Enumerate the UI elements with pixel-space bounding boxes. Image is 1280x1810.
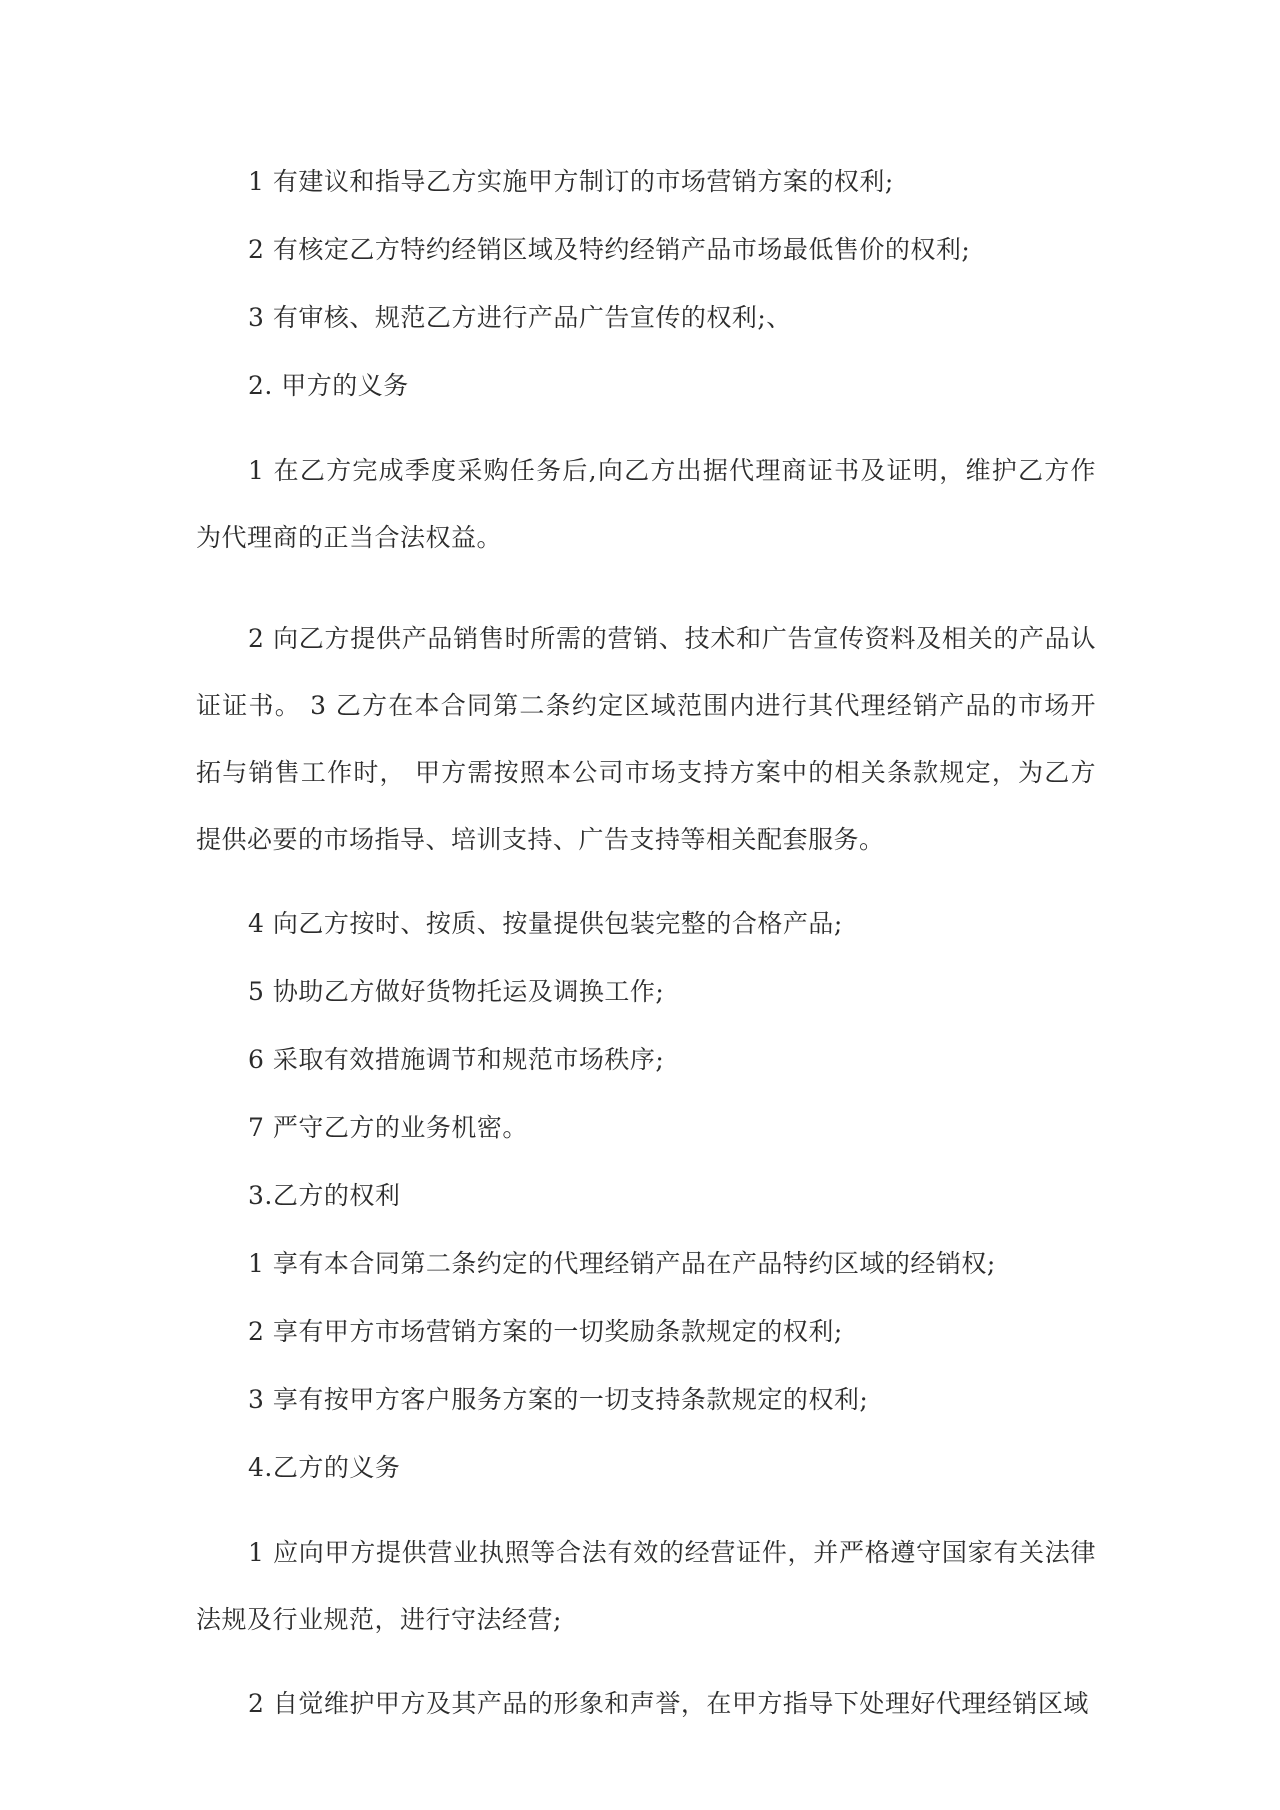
paragraph-party-b-right-3: 3 享有按甲方客户服务方案的一切支持条款规定的权利; — [248, 1385, 869, 1414]
paragraph-party-a-obligation-7: 7 严守乙方的业务机密。 — [248, 1113, 528, 1142]
paragraph-party-a-obligation-6: 6 采取有效措施调节和规范市场秩序; — [248, 1045, 665, 1074]
paragraph-party-a-obligation-5: 5 协助乙方做好货物托运及调换工作; — [248, 977, 665, 1006]
heading-party-b-rights: 3.乙方的权利 — [248, 1181, 401, 1210]
paragraph-party-a-right-1: 1 有建议和指导乙方实施甲方制订的市场营销方案的权利; — [248, 167, 894, 196]
paragraph-party-b-obligation-2: 2 自觉维护甲方及其产品的形象和声誉，在甲方指导下处理好代理经销区域 — [248, 1689, 1089, 1718]
paragraph-party-b-right-2: 2 享有甲方市场营销方案的一切奖励条款规定的权利; — [248, 1317, 843, 1346]
heading-party-a-obligations: 2. 甲方的义务 — [248, 371, 409, 400]
paragraph-party-a-obligation-4: 4 向乙方按时、按质、按量提供包装完整的合格产品; — [248, 909, 843, 938]
paragraph-party-a-right-3: 3 有审核、规范乙方进行产品广告宣传的权利;、 — [248, 303, 792, 332]
paragraph-party-a-obligation-2-3: 2 向乙方提供产品销售时所需的营销、技术和广告宣传资料及相关的产品认证证书。 3 乙方在本合同第二条约定区域范围内进行其代理经销产品的市场开拓与销售工作时， 甲方需按照本公司市场支持方案中的相关条款规定，为乙方提供必要的市场指导、培训支持、广告支持等相关配套服务。 — [196, 624, 1096, 854]
heading-party-b-obligations: 4.乙方的义务 — [248, 1453, 401, 1482]
paragraph-party-a-obligation-1: 1 在乙方完成季度采购任务后,向乙方出据代理商证书及证明，维护乙方作为代理商的正当合法权益。 — [196, 456, 1096, 552]
paragraph-party-b-obligation-1: 1 应向甲方提供营业执照等合法有效的经营证件，并严格遵守国家有关法律法规及行业规范，进行守法经营; — [196, 1538, 1096, 1634]
document-body — [196, 165, 1096, 1755]
paragraph-party-a-right-2: 2 有核定乙方特约经销区域及特约经销产品市场最低售价的权利; — [248, 235, 971, 264]
paragraph-party-b-right-1: 1 享有本合同第二条约定的代理经销产品在产品特约区域的经销权; — [248, 1249, 996, 1278]
